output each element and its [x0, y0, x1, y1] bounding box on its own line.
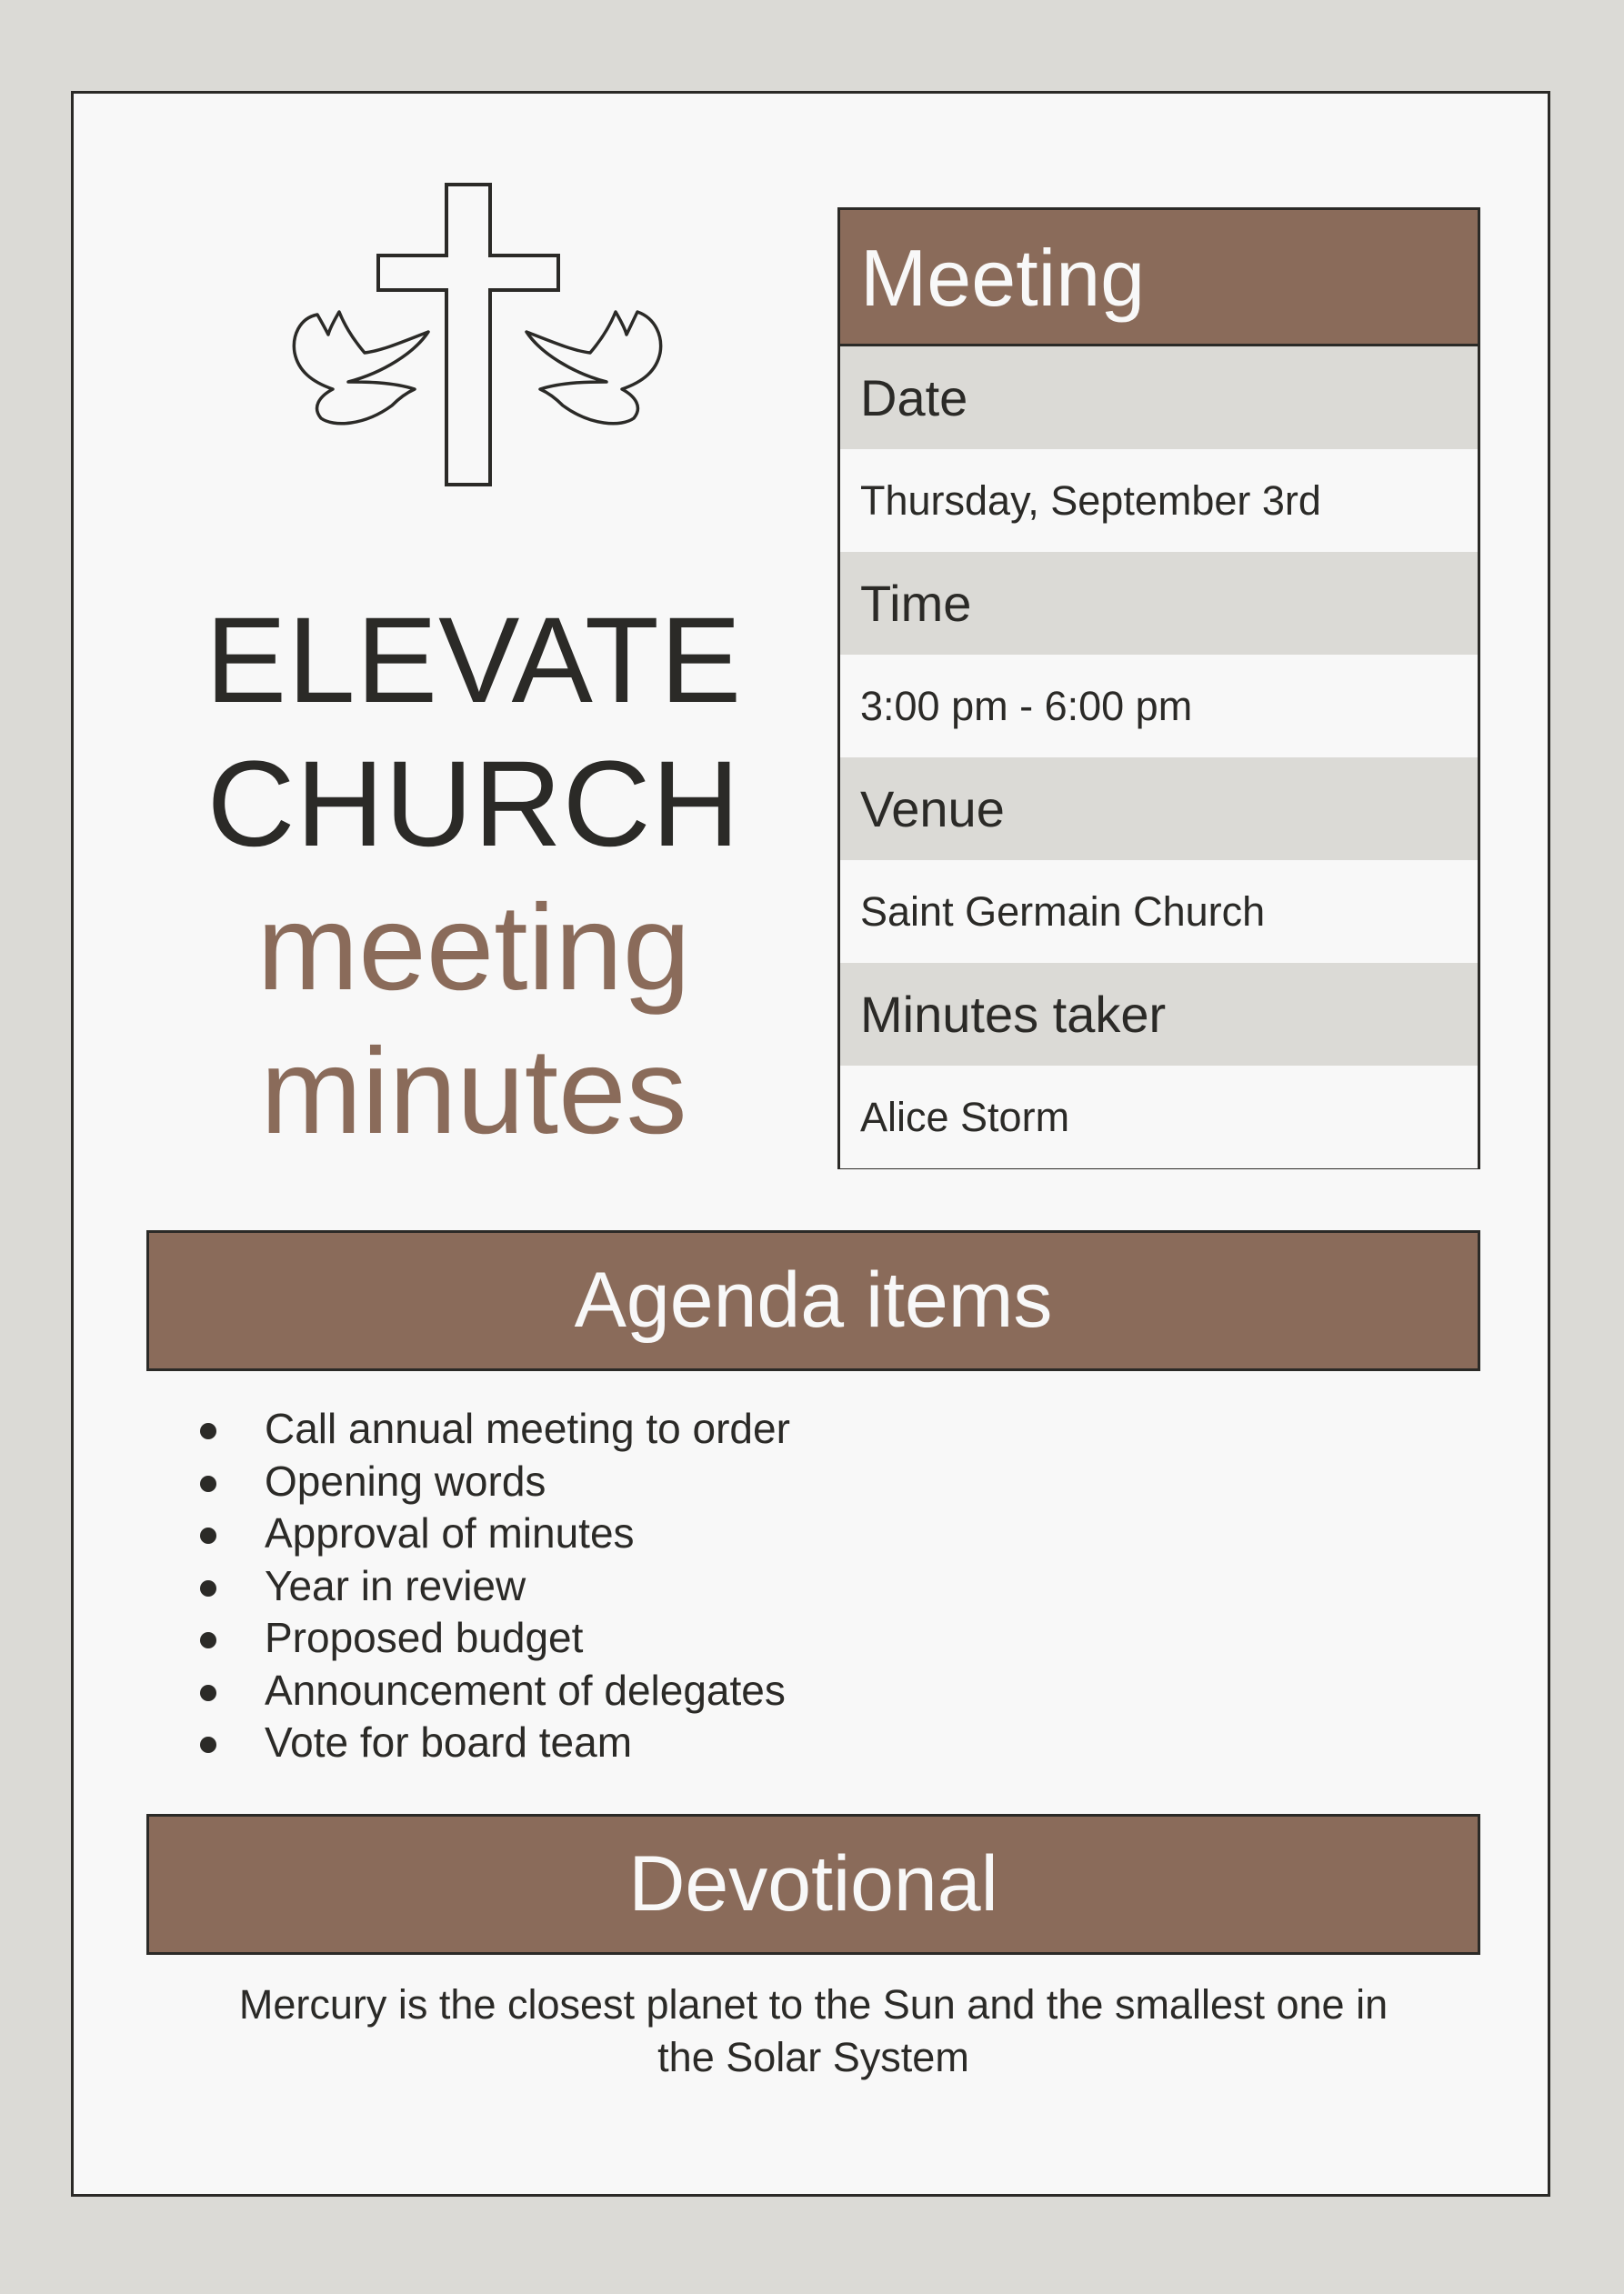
minutes-taker-label: Minutes taker: [840, 963, 1478, 1066]
devotional-text: [183, 1978, 1444, 2084]
time-label: Time: [840, 552, 1478, 655]
agenda-item: Opening words: [192, 1456, 1374, 1508]
agenda-list: [192, 1403, 1374, 1769]
agenda-item: Proposed budget: [192, 1612, 1374, 1665]
meeting-heading: Meeting: [840, 210, 1478, 346]
meeting-info-box: [837, 207, 1480, 1169]
emblem: [246, 180, 792, 544]
title-line-church: CHURCH: [206, 736, 741, 872]
devotional-text-line: Mercury is the closest planet to the Sun and the smallest one in: [238, 1981, 1388, 2028]
minutes-taker-value: Alice Storm: [840, 1066, 1478, 1168]
agenda-item: Call annual meeting to order: [192, 1403, 1374, 1456]
agenda-item: Vote for board team: [192, 1717, 1374, 1769]
title-line-elevate: ELEVATE: [205, 593, 743, 728]
venue-label: Venue: [840, 757, 1478, 860]
time-value: 3:00 pm - 6:00 pm: [840, 655, 1478, 757]
date-value: Thursday, September 3rd: [840, 449, 1478, 552]
agenda-heading: Agenda items: [146, 1230, 1480, 1371]
date-label: Date: [840, 346, 1478, 449]
title-line-minutes: minutes: [260, 1024, 687, 1159]
venue-value: Saint Germain Church: [840, 860, 1478, 963]
agenda-item: Announcement of delegates: [192, 1665, 1374, 1718]
agenda-item: Year in review: [192, 1560, 1374, 1613]
page: [71, 91, 1550, 2197]
agenda-item: Approval of minutes: [192, 1508, 1374, 1560]
dove-left-icon: [294, 312, 428, 424]
dove-right-icon: [526, 312, 661, 424]
devotional-heading: Devotional: [146, 1814, 1480, 1955]
devotional-text-line: the Solar System: [657, 2034, 969, 2080]
title-block: [155, 589, 792, 1164]
title-line-meeting: meeting: [256, 880, 691, 1016]
